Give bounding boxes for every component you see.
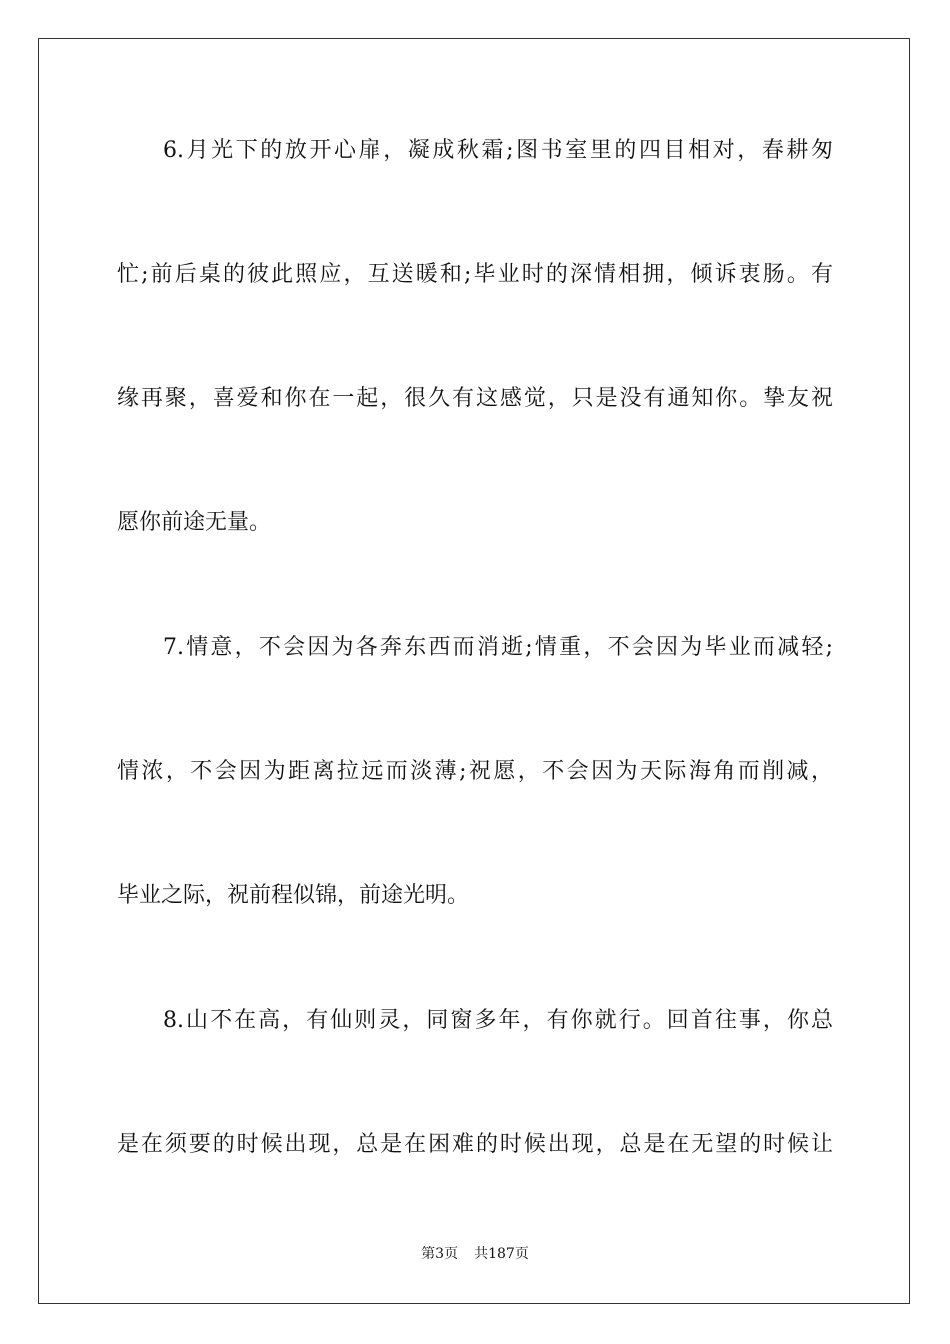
page-footer (0, 1244, 950, 1264)
page-total: 共187页 (474, 1246, 529, 1262)
paragraph-6-line-3: 缘再聚，喜爱和你在一起，很久有这感觉，只是没有通知你。挚友祝 (117, 386, 833, 411)
paragraph-7-line-1: 7.情意，不会因为各奔东西而消逝;情重，不会因为毕业而减轻; (163, 635, 833, 660)
page-number: 第3页 (421, 1246, 459, 1262)
paragraph-8-line-2: 是在须要的时候出现，总是在困难的时候出现，总是在无望的时候让 (117, 1132, 833, 1157)
paragraph-6-line-2: 忙;前后桌的彼此照应，互送暖和;毕业时的深情相拥，倾诉衷肠。有 (117, 262, 833, 287)
paragraph-7-line-2: 情浓，不会因为距离拉远而淡薄;祝愿，不会因为天际海角而削减， (117, 759, 833, 784)
paragraph-8-line-1: 8.山不在高，有仙则灵，同窗多年，有你就行。回首往事，你总 (163, 1008, 833, 1033)
paragraph-6-line-1: 6.月光下的放开心扉，凝成秋霜;图书室里的四目相对，春耕匆 (163, 138, 833, 163)
page-border (38, 38, 910, 1304)
paragraph-6-line-4: 愿你前途无量。 (117, 510, 272, 535)
paragraph-7-line-3: 毕业之际，祝前程似锦，前途光明。 (117, 883, 470, 908)
